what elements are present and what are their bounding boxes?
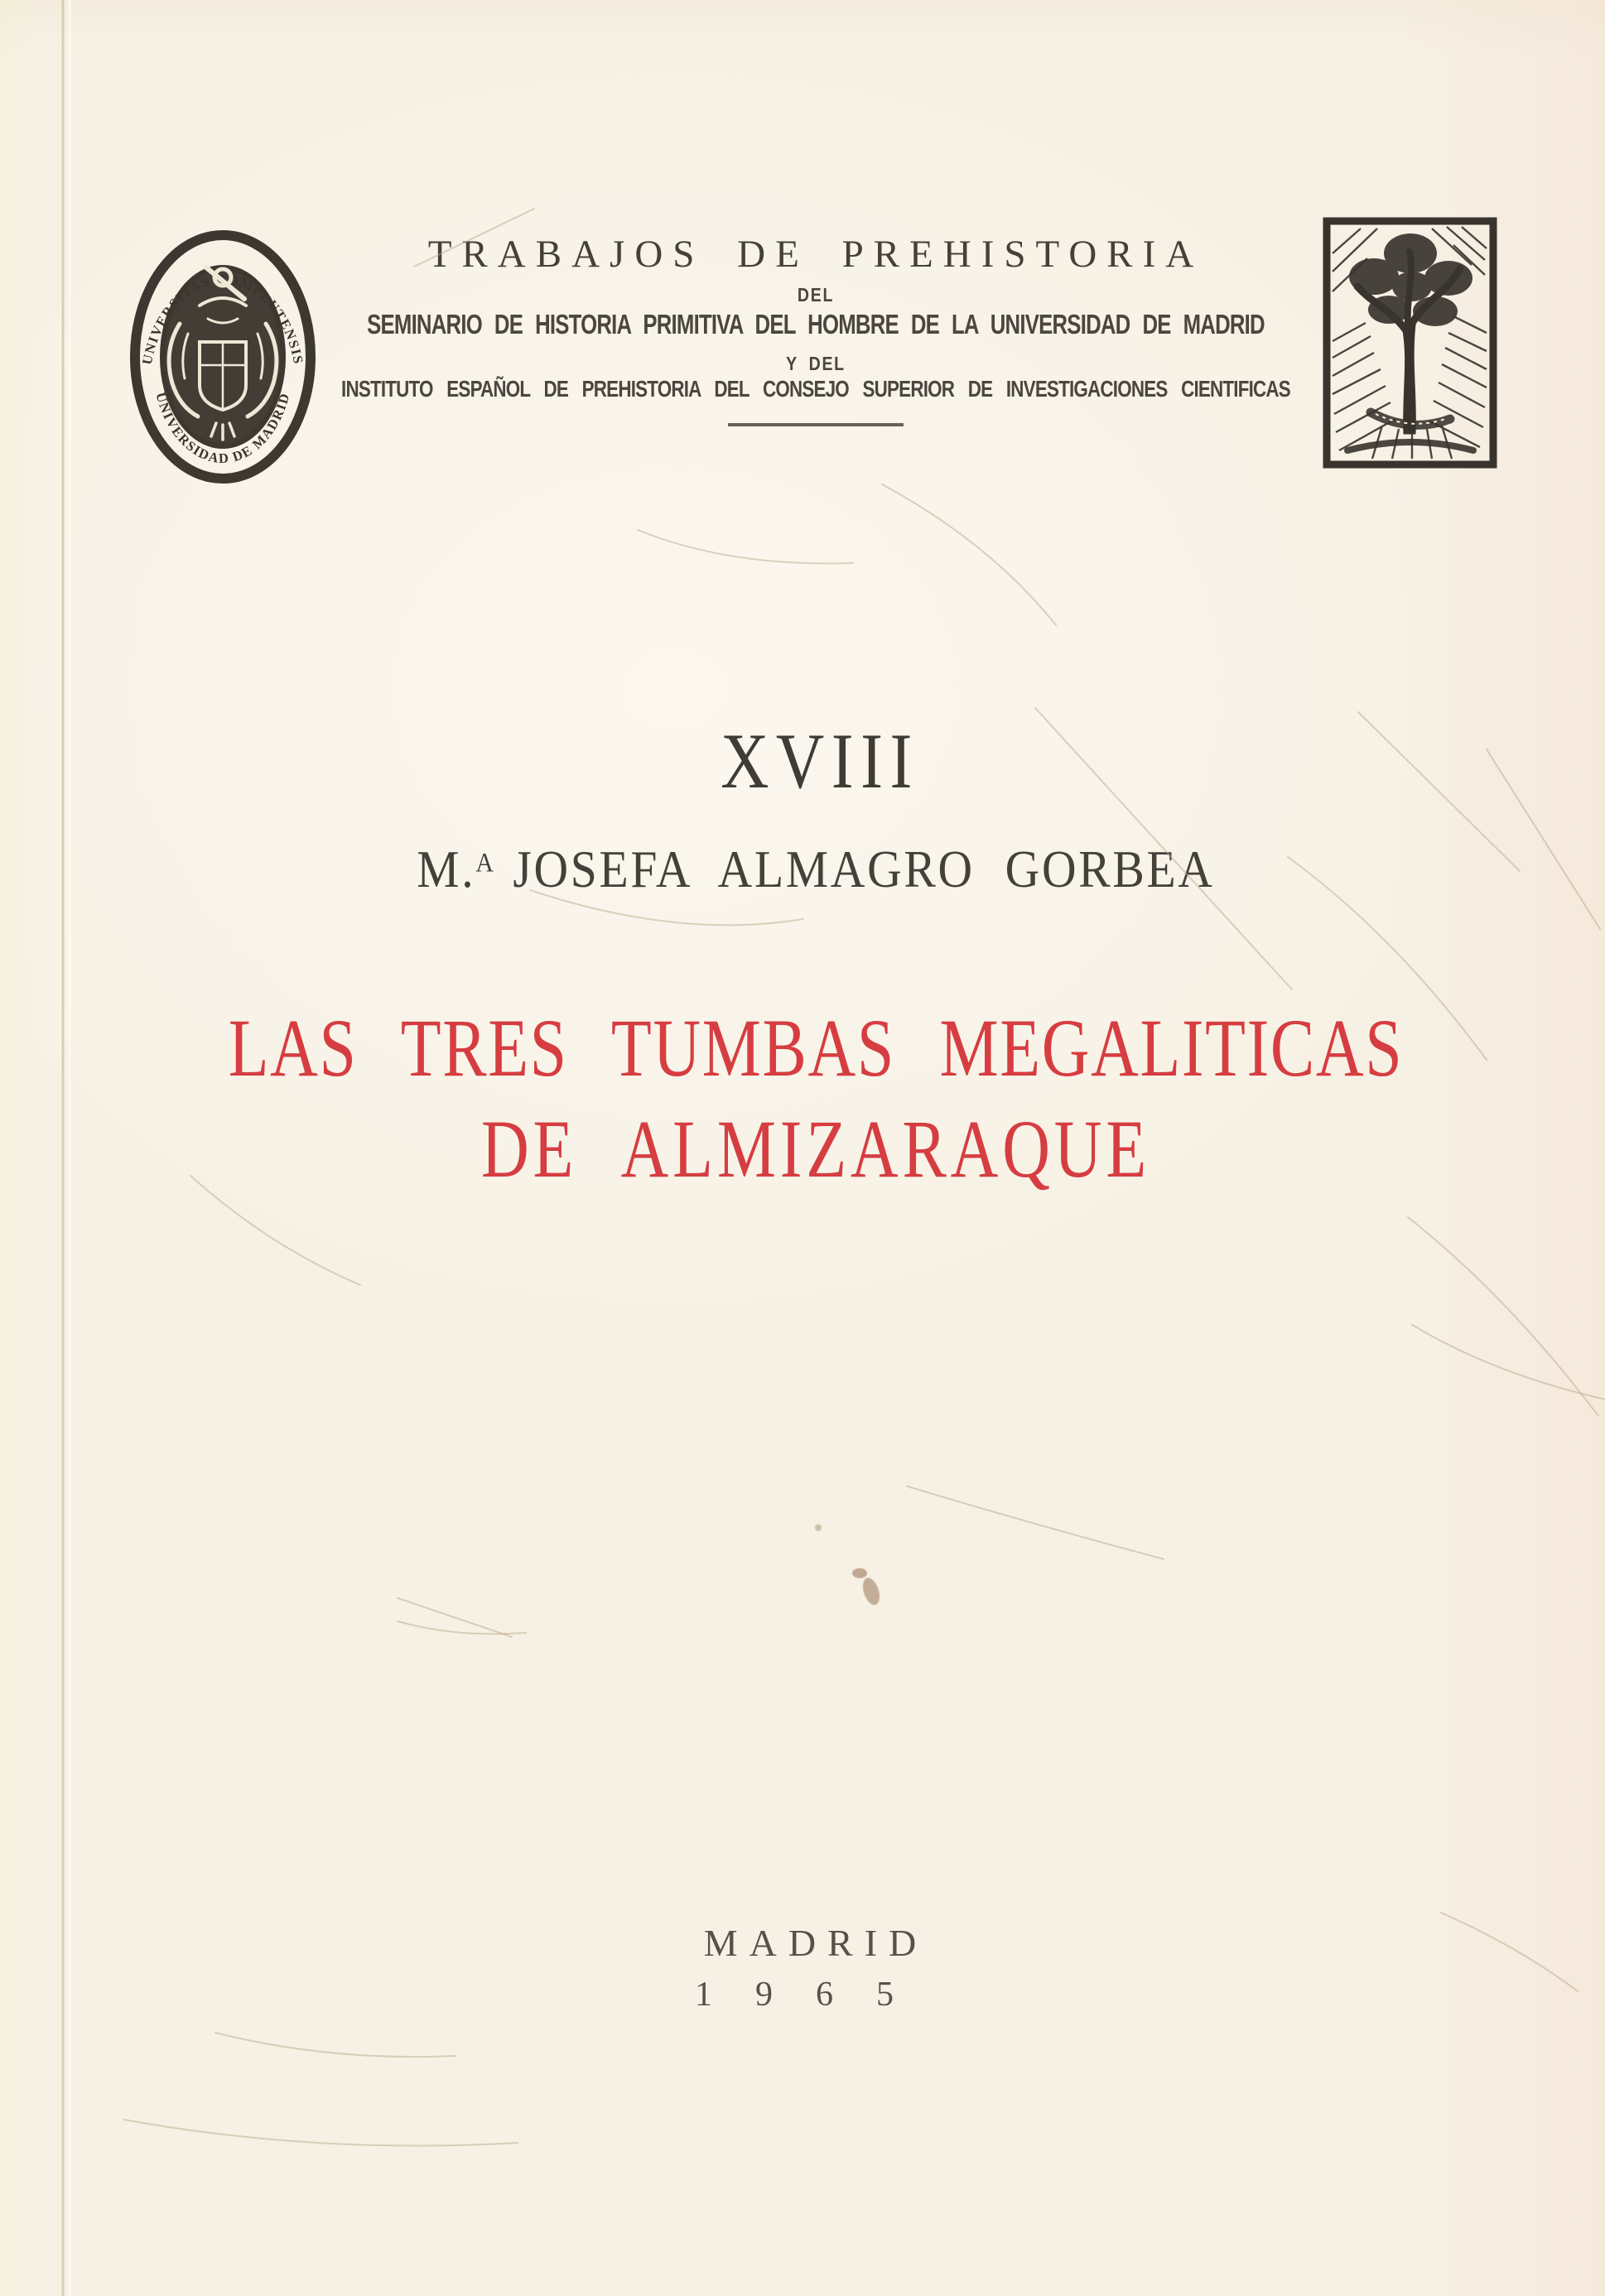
ink-stain <box>815 1524 883 1607</box>
series-title: TRABAJOS DE PREHISTORIA <box>427 233 1204 276</box>
tree-woodcut-emblem-icon <box>1323 217 1497 469</box>
volume-numeral: XVIII <box>721 717 919 805</box>
university-seal-icon <box>127 225 319 489</box>
book-title-line-2: DE ALMIZARAQUE <box>480 1103 1151 1195</box>
publication-city: MADRID <box>703 1922 928 1964</box>
series-connector-del: DEL <box>797 284 835 306</box>
institution-line-2: INSTITUTO ESPAÑOL DE PREHISTORIA DEL CONSEJO SUPERIOR DE INVESTIGACIONES CIENTIFICAS <box>341 376 1290 402</box>
seal-bottom-text: UNIVERSIDAD DE MADRID <box>152 390 293 467</box>
author-name <box>417 840 1215 898</box>
publication-year: 1965 <box>695 1976 937 2014</box>
seal-top-text: UNIVERSITAS COMPLUTENSIS <box>138 271 307 367</box>
author-superscript: A <box>475 847 494 878</box>
author-rest: JOSEFA ALMAGRO GORBEA <box>513 840 1215 898</box>
series-connector-y-del: Y DEL <box>786 353 846 374</box>
author-prefix: M. <box>417 840 476 898</box>
institution-line-1: SEMINARIO DE HISTORIA PRIMITIVA DEL HOMBRE DE LA UNIVERSIDAD DE MADRID <box>367 309 1265 339</box>
header-rule <box>728 423 904 426</box>
book-title-line-1: LAS TRES TUMBAS MEGALITICAS <box>228 1002 1404 1094</box>
